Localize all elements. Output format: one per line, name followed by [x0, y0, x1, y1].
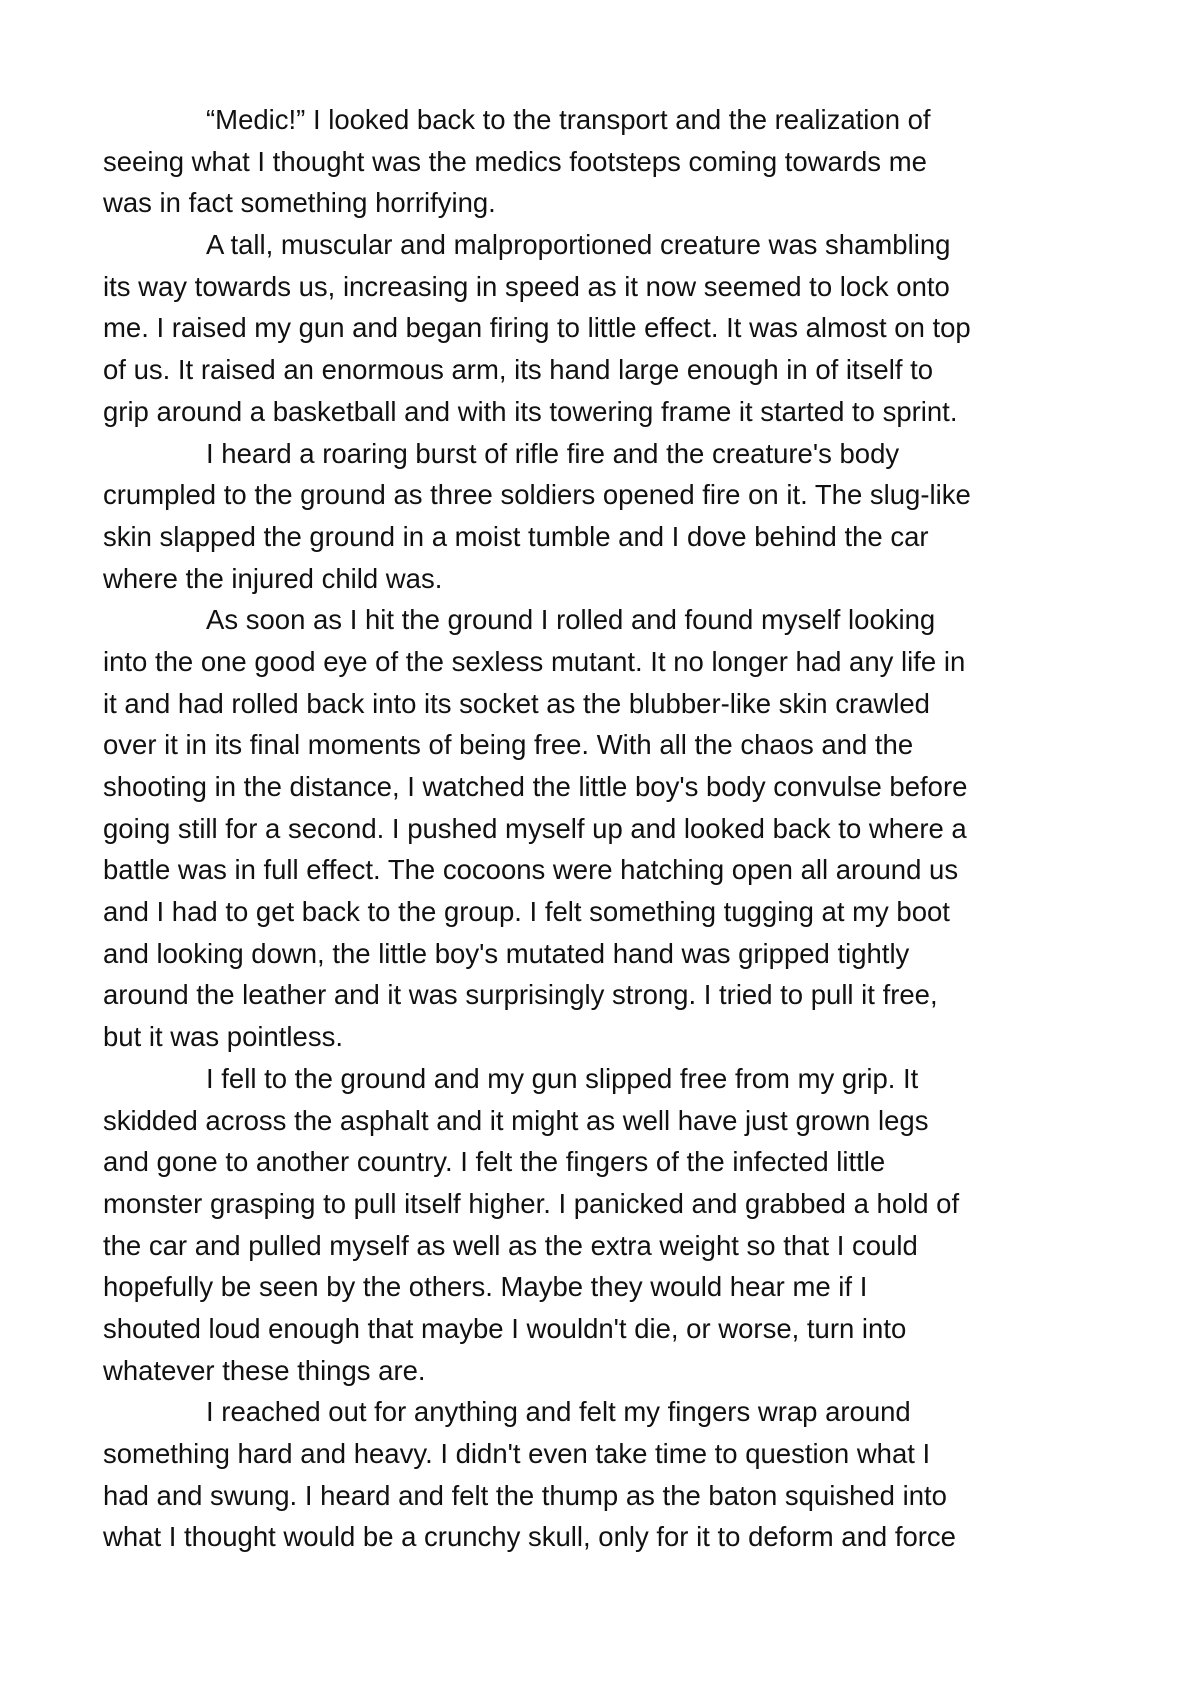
text-line: A tall, muscular and malproportioned creature was shambling	[206, 229, 951, 261]
text-line: I reached out for anything and felt my fingers wrap around	[206, 1396, 911, 1428]
text-line: was in fact something horrifying.	[103, 187, 496, 219]
text-line: over it in its final moments of being free. With all the chaos and the	[103, 729, 914, 761]
text-line: skin slapped the ground in a moist tumble and I dove behind the car	[103, 520, 929, 552]
text-line: shooting in the distance, I watched the little boy's body convulse before	[103, 771, 968, 802]
text-line: going still for a second. I pushed myself up and looked back to where a	[103, 812, 967, 844]
text-line: skidded across the asphalt and it might as well have just grown legs	[103, 1104, 929, 1136]
body-text	[103, 99, 1103, 1558]
text-line: As soon as I hit the ground I rolled and found myself looking	[206, 604, 936, 636]
text-line: something hard and heavy. I didn't even take time to question what I	[103, 1438, 931, 1469]
text-line: I heard a roaring burst of rifle fire and the creature's body	[206, 437, 900, 469]
text-line: me. I raised my gun and began firing to little effect. It was almost on top	[103, 312, 971, 344]
text-line: the car and pulled myself as well as the extra weight so that I could	[103, 1229, 918, 1261]
text-line: hopefully be seen by the others. Maybe they would hear me if I	[103, 1271, 868, 1303]
text-line: I fell to the ground and my gun slipped free from my grip. It	[206, 1062, 919, 1094]
text-line: where the injured child was.	[103, 562, 443, 594]
text-line: monster grasping to pull itself higher. I panicked and grabbed a hold of	[103, 1187, 960, 1219]
text-line: crumpled to the ground as three soldiers opened fire on it. The slug-like	[103, 479, 971, 511]
text-line: “Medic!” I looked back to the transport and the realization of	[206, 104, 931, 135]
text-line: what I thought would be a crunchy skull, only for it to deform and force	[103, 1521, 956, 1553]
text-line: and gone to another country. I felt the fingers of the infected little	[103, 1146, 886, 1178]
text-line: had and swung. I heard and felt the thump as the baton squished into	[103, 1479, 947, 1511]
text-line: of us. It raised an enormous arm, its hand large enough in of itself to	[103, 354, 934, 386]
text-line: and looking down, the little boy's mutated hand was gripped tightly	[103, 937, 910, 969]
text-line: whatever these things are.	[103, 1354, 426, 1386]
text-line: around the leather and it was surprisingly strong. I tried to pull it free,	[103, 979, 938, 1011]
text-line: shouted loud enough that maybe I wouldn't die, or worse, turn into	[103, 1312, 907, 1344]
text-line: and I had to get back to the group. I felt something tugging at my boot	[103, 896, 950, 928]
text-line: its way towards us, increasing in speed as it now seemed to lock onto	[103, 270, 950, 302]
text-line: into the one good eye of the sexless mutant. It no longer had any life in	[103, 645, 966, 677]
text-line: it and had rolled back into its socket as the blubber-like skin crawled	[103, 687, 930, 719]
text-line: seeing what I thought was the medics footsteps coming towards me	[103, 145, 927, 177]
text-line: battle was in full effect. The cocoons were hatching open all around us	[103, 854, 959, 886]
text-line: but it was pointless.	[103, 1021, 343, 1053]
text-line: grip around a basketball and with its towering frame it started to sprint.	[103, 395, 958, 427]
